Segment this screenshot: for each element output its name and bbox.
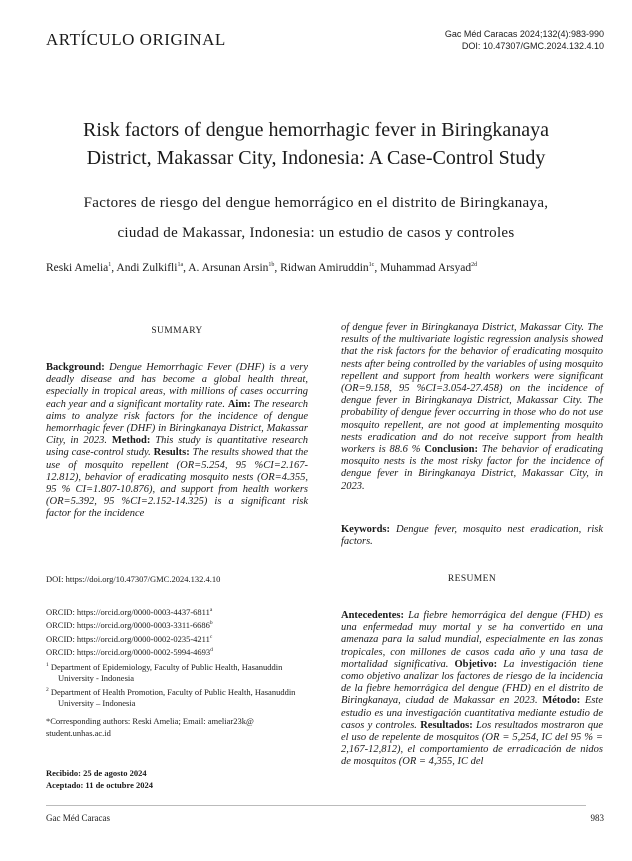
affiliations <box>46 660 308 710</box>
conclusion-label: Conclusion: <box>424 444 478 456</box>
author: Andi Zulkifli$^{1a}$ <box>116 262 184 274</box>
author-list: Reski Amelia$^1$, Andi Zulkifli$^{1a}$, A. Arsunan Arsin$^{1b}$, Ridwan Amiruddin$^{1c}$, Muhammad Arsyad$^{2d}$ <box>46 262 478 274</box>
method-text: This study is quantitative research using case-control study. <box>46 435 309 459</box>
received-date: Recibido: 25 de agosto 2024 <box>46 768 147 778</box>
affiliation-1: $^1$ Department of Epidemiology, Faculty of Public Health, Hasanuddin University - Indonesia <box>46 661 283 684</box>
results-text-continued: of dengue fever in Biringkanaya District, Makassar City. The results of the multivariate logistic regression analysis showed that the risk factors for the behavior of eradicating mosquito nests after being controlled by the variables of using mosquito repellent and support from health workers were significant (OR=9.158, 95 %CI=3.054-27.458) on the incidence of dengue fever in Biringkanaya District, Makassar City. The probability of dengue fever occurring in those who do not use mosquito repellent, are not good at implementing mosquito nests eradication and do not receive support from health workers is 88.6 % <box>341 322 603 456</box>
author: Ridwan Amiruddin$^{1c}$ <box>280 262 375 274</box>
summary-body-part1 <box>46 362 308 521</box>
author: Reski Amelia$^1$ <box>46 262 112 274</box>
summary-heading: SUMMARY <box>151 326 203 336</box>
aim-label: Aim: <box>227 398 251 410</box>
summary-body-part2 <box>341 322 603 493</box>
author: Muhammad Arsyad$^{2d}$ <box>380 262 478 274</box>
dates-block <box>46 768 308 791</box>
journal-citation: Gac Méd Caracas 2024;132(4):983-990 <box>444 29 604 39</box>
resultados-text: Los resultados mostraron que el uso de repelente de mosquitos (OR = 5,254, IC del 95 % = 2,167-12,812), el comportamiento de erradicación de nidos de mosquitos (OR = 4,355, IC del <box>341 719 604 768</box>
author: A. Arsunan Arsin$^{1b}$ <box>188 262 275 274</box>
orcid-link[interactable]: ORCID: https://orcid.org/0000-0003-4437-6811$^a$ <box>46 606 213 617</box>
aim-text: The research aims to analyze risk factors for the incidence of dengue hemorrhagic fever (DHF) in Biringkanaya District, Makassar City, in 2023. <box>46 398 309 447</box>
article-subtitle <box>40 188 592 248</box>
article-doi-link[interactable]: DOI: https://doi.org/10.47307/GMC.2024.132.4.10 <box>46 574 221 584</box>
article-title <box>20 116 612 172</box>
background-label: Background: <box>46 362 105 373</box>
method-label: Method: <box>111 435 151 447</box>
metodo-text: Este estudio es una investigación cuantitativa mediante estudio de casos y controles. <box>341 695 603 731</box>
orcid-link[interactable]: ORCID: https://orcid.org/0000-0002-5994-4693$^d$ <box>46 646 213 657</box>
subtitle-line-1: Factores de riesgo del dengue hemorrágico en el distrito de Biringkanaya, <box>83 195 549 211</box>
resultados-label: Resultados: <box>420 719 473 731</box>
corresponding-author: *Corresponding authors: Reski Amelia; Email: ameliar23k@ student.unhas.ac.id <box>46 716 254 738</box>
objetivo-label: Objetivo: <box>454 658 498 670</box>
footer-rule <box>46 805 586 806</box>
journal-citation-block <box>445 28 604 52</box>
resumen-heading: RESUMEN <box>447 574 497 584</box>
subtitle-line-2: ciudad de Makassar, Indonesia: un estudio de casos y controles <box>117 225 515 241</box>
page-number: 983 <box>590 813 604 823</box>
footer-journal: Gac Méd Caracas <box>46 813 110 823</box>
affiliation-2: $^2$ Department of Health Promotion, Faculty of Public Health, Hasanuddin University – Indonesia <box>46 686 296 709</box>
metodo-label: Método: <box>542 695 581 707</box>
keywords-text: Dengue fever, mosquito nest eradication, risk factors. <box>341 524 603 548</box>
keywords-label: Keywords: <box>341 524 390 535</box>
section-label: ARTÍCULO ORIGINAL <box>46 30 226 49</box>
objetivo-text: La investigación tiene como objetivo analizar los factores de riesgo de la incidencia de la fiebre hemorrágica del dengue (FHD) en el distrito de Biringkanaya, ciudad de Makassar en 2023. <box>341 658 604 707</box>
conclusion-text: The behavior of eradicating mosquito nests is the most risky factor for the incidence of dengue fever in Biringkanaya District, Makassar City, in 2023. <box>341 444 604 492</box>
article-doi: DOI: 10.47307/GMC.2024.132.4.10 <box>461 41 604 51</box>
antecedentes-label: Antecedentes: <box>341 610 404 621</box>
results-text: The results showed that the use of mosquito repellent (OR=5.254, 95 %CI=2.167-12.812), behavior of eradicating mosquito nests (OR=4.355, 95 % CI=1.807-10.876), and support from health workers (OR=5.392, 95 %CI=2.152-14.325) is a significant risk factor for the incidence <box>46 447 309 520</box>
background-text: Dengue Hemorrhagic Fever (DHF) is a very deadly disease and has become a global health threat, especially in tropical areas, with millions of cases occurring each year and a significant mortality rate. <box>46 362 308 410</box>
orcid-link[interactable]: ORCID: https://orcid.org/0000-0002-0235-4211$^c$ <box>46 633 213 644</box>
antecedentes-text: La fiebre hemorrágica del dengue (FHD) es una enfermedad muy mortal y se ha convertido en una amenaza para la salud mundial, especialmente en las zonas tropicales, con millones de casos cada año y una tasa de mortalidad significativa. <box>341 610 604 670</box>
resumen-body <box>341 610 603 769</box>
accepted-date: Aceptado: 11 de octubre 2024 <box>46 779 154 790</box>
title-line-2: District, Makassar City, Indonesia: A Case-Control Study <box>86 147 546 169</box>
results-label: Results: <box>153 447 190 459</box>
orcid-link[interactable]: ORCID: https://orcid.org/0000-0003-3311-6686$^b$ <box>46 620 213 631</box>
keywords <box>341 524 603 548</box>
title-line-1: Risk factors of dengue hemorrhagic fever in Biringkanaya <box>83 119 549 141</box>
orcid-list <box>46 605 308 658</box>
